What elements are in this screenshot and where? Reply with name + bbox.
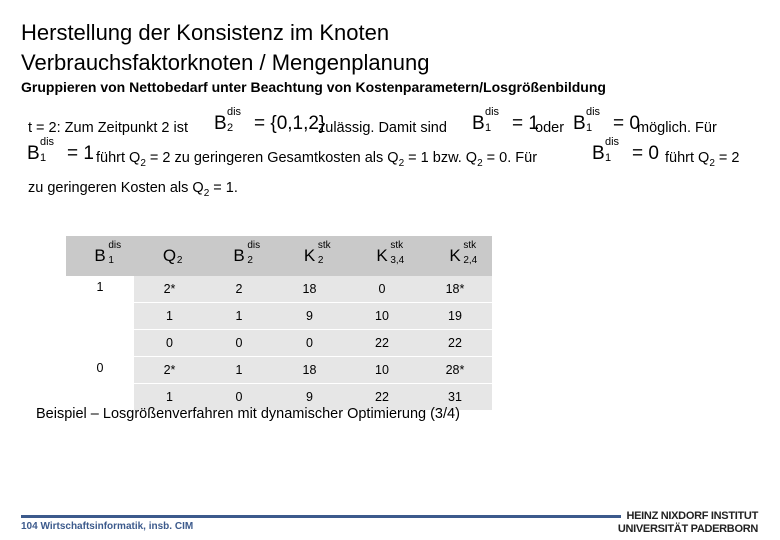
table-cell: 31 <box>418 384 492 411</box>
para2-text-end: führt $Q_2 = 2$ <box>665 150 740 169</box>
table-cell: 0 <box>273 330 346 357</box>
table-cell: 10 <box>346 303 418 330</box>
table-cell: 19 <box>418 303 492 330</box>
table-row <box>66 357 492 384</box>
formula-b1-eq1: B dis 1 = 1 <box>472 106 539 134</box>
table-header-row <box>66 236 492 276</box>
table-cell: 18 <box>273 357 346 384</box>
table-cell: 28* <box>418 357 492 384</box>
table-cell: 2 <box>205 276 273 303</box>
para1-text-d: möglich. Für <box>637 120 717 136</box>
table-cell: 9 <box>273 303 346 330</box>
table-cell: 2* <box>134 276 205 303</box>
table-cell: 18* <box>418 276 492 303</box>
header-k2-stk: K stk 2 <box>273 236 346 276</box>
table-row <box>66 303 492 330</box>
para1-text-b: zulässig. Damit sind <box>318 120 447 136</box>
slide-subtitle: Gruppieren von Nettobedarf unter Beachtung von Kostenparametern/Losgrößenbildung <box>21 79 606 95</box>
formula-b2-set: B dis 2 = {0,1,2} <box>214 106 326 134</box>
table-cell: 22 <box>346 384 418 411</box>
header-b2-dis: B dis 2 <box>205 236 273 276</box>
table-cell: 1 <box>134 303 205 330</box>
header-q2: Q 2 <box>134 236 205 276</box>
page-number: 104 <box>21 521 38 532</box>
table-cell: 9 <box>273 384 346 411</box>
table-cell <box>66 303 134 330</box>
table-cell: 1 <box>66 276 134 303</box>
para1-text-c: oder <box>535 120 565 136</box>
header-k34-stk: K stk 3,4 <box>346 236 418 276</box>
table-row <box>66 330 492 357</box>
footer-divider <box>21 515 621 518</box>
para3-text: zu geringeren Kosten als $Q_2 = 1$. <box>28 180 238 199</box>
slide-title-line1: Herstellung der Konsistenz im Knoten <box>21 20 390 45</box>
footer-text <box>21 521 193 532</box>
table-cell: 0 <box>205 384 273 411</box>
table-cell: 0 <box>66 357 134 384</box>
table-cell: 10 <box>346 357 418 384</box>
cost-table <box>66 236 492 411</box>
table-cell: 0 <box>205 330 273 357</box>
institute-logo-line2: UNIVERSITÄT PADERBORN <box>617 523 758 535</box>
table-cell: 1 <box>134 384 205 411</box>
para1-text-a: t = 2: Zum Zeitpunkt 2 ist <box>28 120 188 136</box>
formula-b1-eq0: B dis 1 = 0 <box>573 106 640 134</box>
formula-b1-eq0-line2: B dis 1 = 0 <box>592 136 659 164</box>
table-cell: 0 <box>346 276 418 303</box>
header-k24-stk: K stk 2,4 <box>418 236 492 276</box>
table-cell <box>66 330 134 357</box>
header-b1-dis: B dis 1 <box>66 236 134 276</box>
formula-b1-eq1-line2: B dis 1 = 1 <box>27 136 94 164</box>
slide-title-line2: Verbrauchsfaktorknoten / Mengenplanung <box>21 50 430 75</box>
table-cell: 2* <box>134 357 205 384</box>
table-row <box>66 276 492 303</box>
figure-caption: Beispiel – Losgrößenverfahren mit dynamischer Optimierung (3/4) <box>36 406 460 422</box>
table-cell: 22 <box>418 330 492 357</box>
table-cell: 18 <box>273 276 346 303</box>
footer-label: Wirtschaftsinformatik, insb. CIM <box>40 521 194 532</box>
table-cell: 0 <box>134 330 205 357</box>
table-cell: 1 <box>205 303 273 330</box>
para2-text: führt $Q_2 = 2$ zu geringeren Gesamtkosten als $Q_2 = 1$ bzw. $Q_2 = 0$. Für <box>96 150 538 169</box>
table-cell: 22 <box>346 330 418 357</box>
table-cell: 1 <box>205 357 273 384</box>
institute-logo-line1: HEINZ NIXDORF INSTITUT <box>626 510 758 522</box>
